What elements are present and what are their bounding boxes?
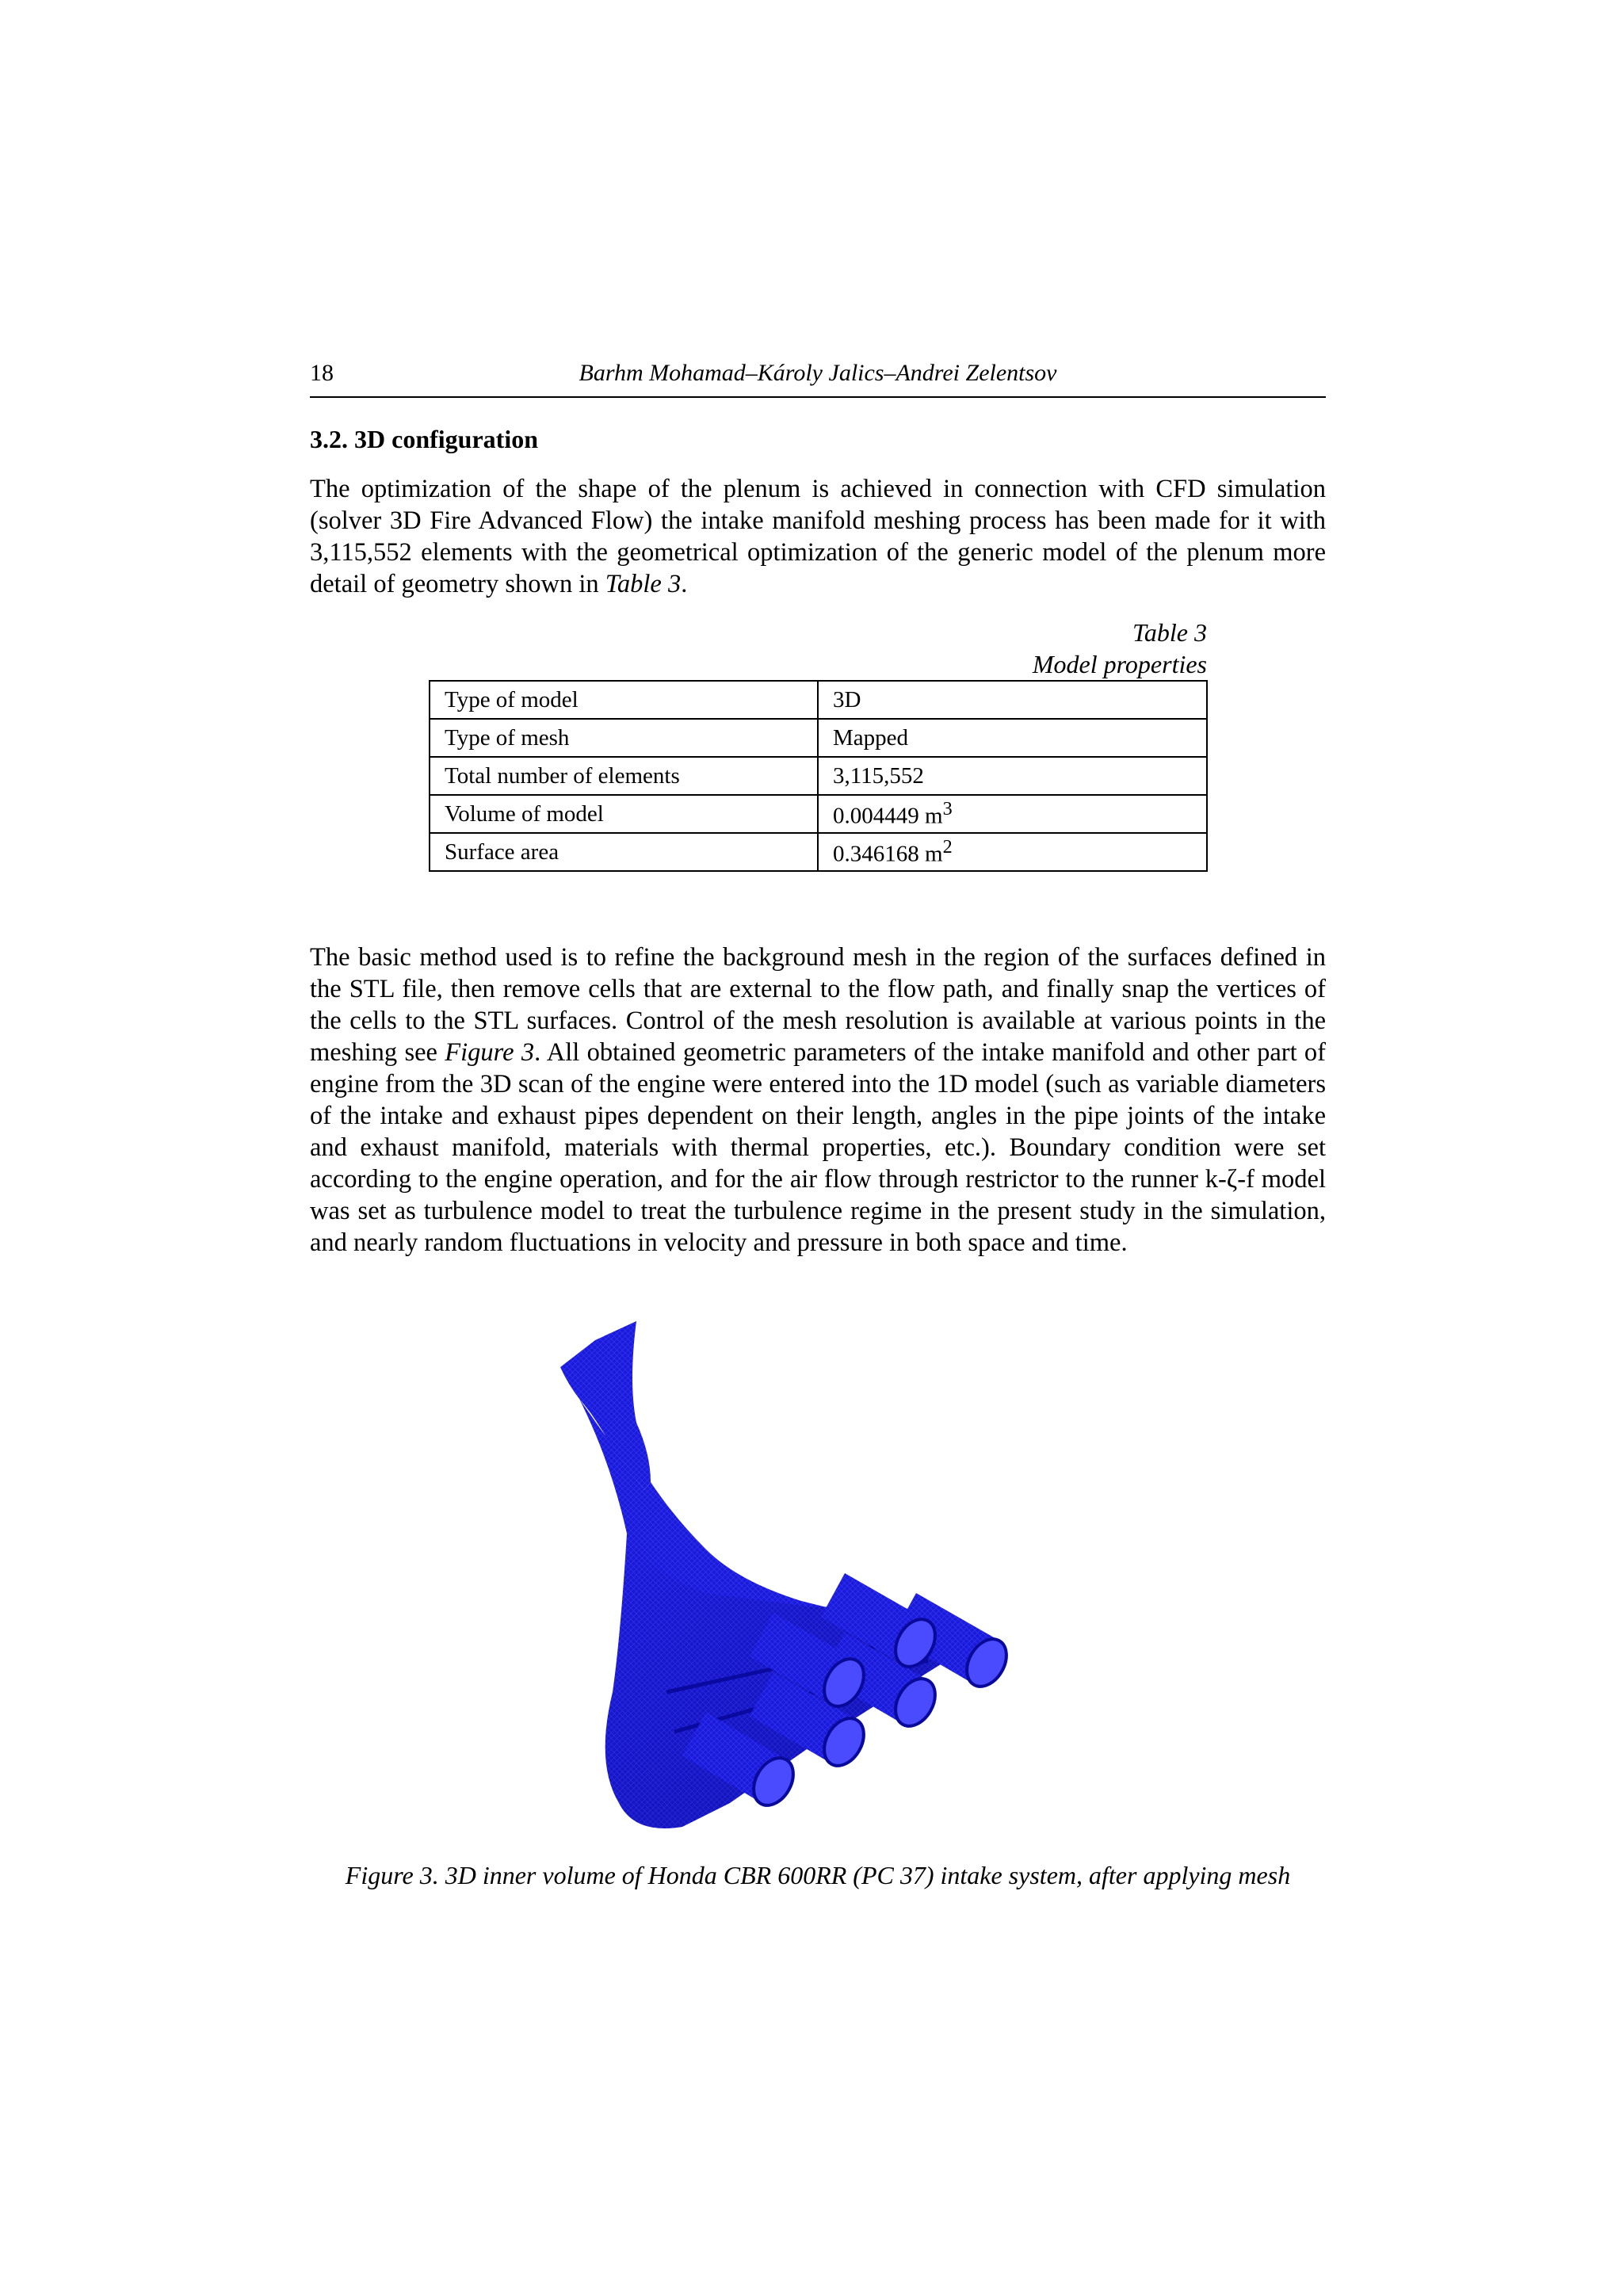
- paragraph-method: [310, 942, 1326, 1259]
- table-value-text: Mapped: [833, 724, 909, 751]
- table-value-text: 0.004449 m: [833, 803, 943, 829]
- table-value-text: 3,115,552: [833, 762, 924, 789]
- page-header: [310, 355, 1326, 398]
- table-value-text: 3D: [833, 686, 861, 712]
- table-cell-key: Volume of model: [430, 795, 818, 833]
- unit-exponent: 3: [942, 798, 953, 820]
- table-value-text: 0.346168 m: [833, 841, 943, 867]
- paragraph-intro: [310, 473, 1326, 600]
- table-row: [430, 833, 1207, 871]
- paragraph-intro-text: The optimization of the shape of the plenum is achieved in connection with CFD simulation (solver 3D Fire Advanced Flow) the intake manifold meshing process has been made for it with 3,115,552 elements with the geometrical optimization of the generic model of the plenum more detail of geometry shown in: [310, 475, 1326, 598]
- table-row: [430, 795, 1207, 833]
- table-title: Model properties: [1032, 650, 1207, 678]
- table-cell-key: Surface area: [430, 833, 818, 871]
- table-cell-value: [818, 833, 1207, 871]
- paragraph-method-rest: . All obtained geometric parameters of the intake manifold and other part of engine from the 3D scan of the engine were entered into the 1D model (such as variable diameters of the intake and exhaust pipes dependent on their length, angles in the pipe joints of the intake and exhaust manifold, materials with thermal properties, etc.). Boundary condition were set according to the engine operation, and for the air flow through restrictor to the runner k-ζ-f model was set as turbulence model to treat the turbulence regime in the present study in the simulation, and nearly random fluctuations in velocity and pressure in both space and time.: [310, 1038, 1326, 1257]
- table-cell-value: [818, 795, 1207, 833]
- table-row: [430, 719, 1207, 757]
- page-number: 18: [310, 360, 334, 386]
- paragraph-method-text: The basic method used is to refine the background mesh in the region of the surfaces defined in the STL file, then remove cells that are external to the flow path, and finally snap the vertices of the cells to the STL surfaces. Control of the mesh resolution is available at various points in the meshing see: [310, 943, 1326, 1067]
- figure-reference: Figure 3: [445, 1038, 535, 1067]
- table-cell-key: Type of mesh: [430, 719, 818, 757]
- table-cell-key: Type of model: [430, 681, 818, 719]
- table-row: [430, 681, 1207, 719]
- intake-funnel: [560, 1321, 651, 1490]
- mesh-figure: [548, 1320, 1340, 1851]
- section-heading: 3.2. 3D configuration: [310, 425, 538, 453]
- intake-manifold-mesh: [560, 1321, 1014, 1828]
- table-row: [430, 757, 1207, 795]
- running-head: Barhm Mohamad–Károly Jalics–Andrei Zelentsov: [579, 360, 1057, 386]
- paragraph-intro-end: .: [681, 570, 688, 598]
- table-cell-key: Total number of elements: [430, 757, 818, 795]
- table-reference: Table 3: [605, 570, 682, 598]
- figure-caption: Figure 3. 3D inner volume of Honda CBR 600RR (PC 37) intake system, after applying mesh: [345, 1861, 1291, 1889]
- table-cell-value: [818, 719, 1207, 757]
- model-properties-table: [429, 680, 1208, 872]
- table-cell-value: [818, 757, 1207, 795]
- table-number: Table 3: [1132, 618, 1207, 647]
- unit-exponent: 2: [942, 836, 953, 858]
- table-cell-value: [818, 681, 1207, 719]
